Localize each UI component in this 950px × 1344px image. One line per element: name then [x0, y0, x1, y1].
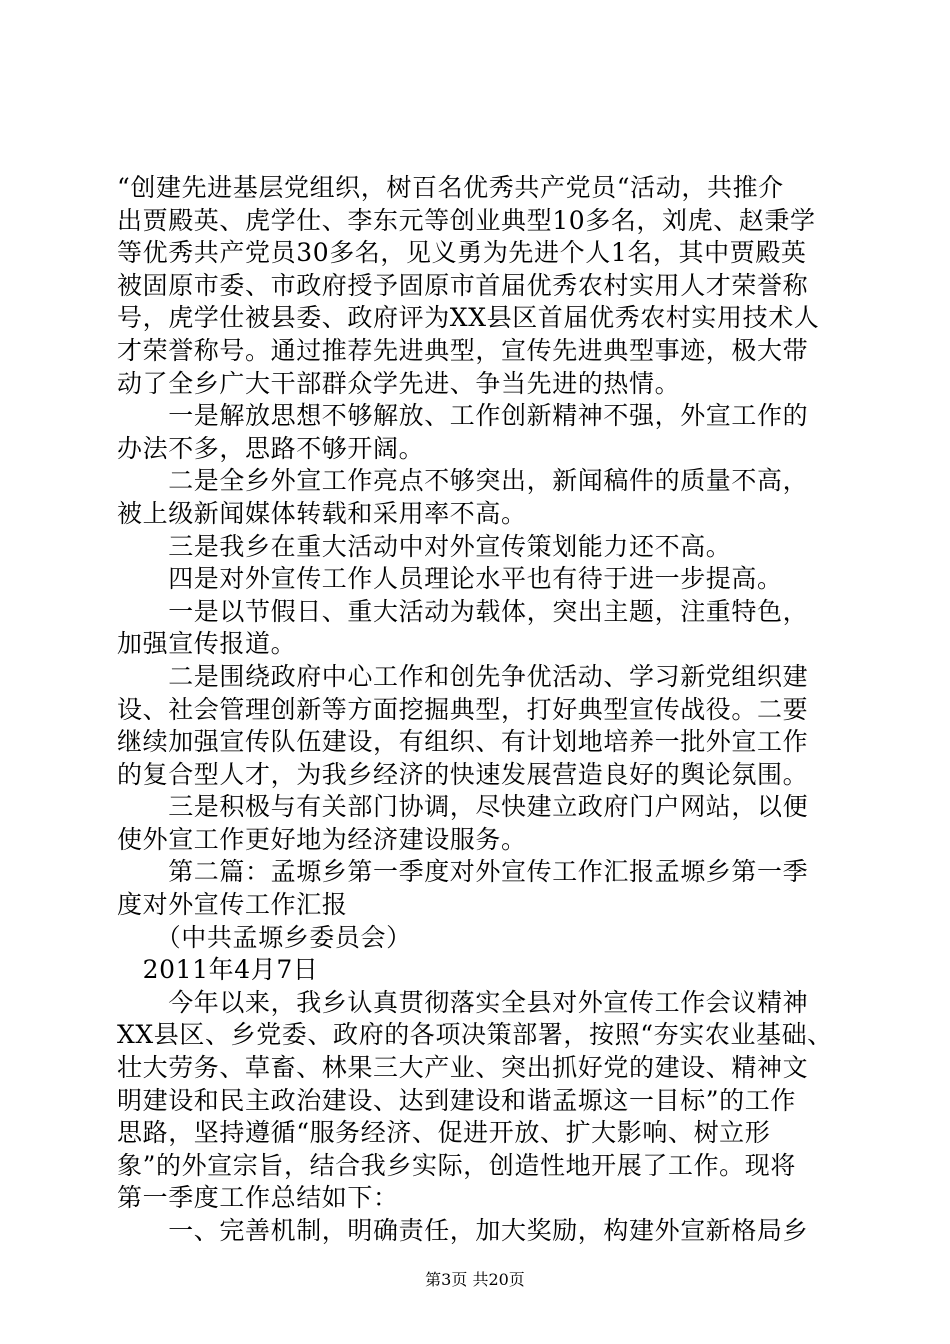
text-line: “创建先进基层党组织，树百名优秀共产党员“活动，共推介	[117, 173, 784, 202]
text-line: 一、完善机制，明确责任，加大奖励，构建外宣新格局乡	[117, 1216, 809, 1245]
text-line: 三是积极与有关部门协调，尽快建立政府门户网站，以便	[117, 792, 809, 822]
text-line: （中共孟塬乡委员会）	[117, 922, 412, 952]
document-body	[117, 172, 837, 1248]
text-line: 第一季度工作总结如下：	[117, 1183, 399, 1213]
text-line: 继续加强宣传队伍建设，有组织、有计划地培养一批外宣工作	[117, 727, 809, 757]
text-line: 设、社会管理创新等方面挖掘典型，打好典型宣传战役。二要	[117, 694, 809, 724]
text-line: 思路，坚持遵循“服务经济、促进开放、扩大影响、树立形	[117, 1118, 771, 1148]
text-line: 度对外宣传工作汇报	[117, 890, 348, 920]
text-line: 壮大劳务、草畜、林果三大产业、突出抓好党的建设、精神文	[117, 1053, 809, 1083]
text-line: 被固原市委、市政府授予固原市首届优秀农村实用人才荣誉称	[117, 270, 809, 300]
text-line: 二是全乡外宣工作亮点不够突出，新闻稿件的质量不高，	[117, 466, 809, 496]
text-line: 象”的外宣宗旨，结合我乡实际，创造性地开展了工作。现将	[117, 1150, 796, 1180]
text-line: 等优秀共产党员30多名，见义勇为先进个人1名，其中贾殿英	[117, 238, 807, 268]
text-line: 二是围绕政府中心工作和创先争优活动、学习新党组织建	[117, 661, 809, 691]
page-footer: 第3页 共20页	[425, 1270, 525, 1289]
text-line: 被上级新闻媒体转载和采用率不高。	[117, 498, 527, 528]
text-line: 明建设和民主政治建设、达到建设和谐孟塬这一目标”的工作	[117, 1085, 796, 1115]
text-line: 一是以节假日、重大活动为载体，突出主题，注重特色，	[117, 596, 809, 626]
text-line: 号，虎学仕被县委、政府评为XX县区首届优秀农村实用技术人	[117, 303, 820, 333]
text-line: 第二篇：孟塬乡第一季度对外宣传工作汇报孟塬乡第一季	[117, 857, 809, 887]
text-line: 今年以来，我乡认真贯彻落实全县对外宣传工作会议精神	[117, 987, 809, 1017]
text-line: 动了全乡广大干部群众学先进、争当先进的热情。	[117, 368, 681, 398]
text-line: 出贾殿英、虎学仕、李东元等创业典型10多名，刘虎、赵秉学	[117, 205, 816, 235]
text-line: 2011年4月7日	[117, 955, 319, 985]
text-line: 使外宣工作更好地为经济建设服务。	[117, 824, 527, 854]
text-line: 加强宣传报道。	[117, 629, 297, 659]
text-line: 办法不多，思路不够开阔。	[117, 433, 425, 463]
text-line: 才荣誉称号。通过推荐先进典型，宣传先进典型事迹，极大带	[117, 335, 809, 365]
text-line: 的复合型人才，为我乡经济的快速发展营造良好的舆论氛围。	[117, 759, 809, 789]
text-line: 三是我乡在重大活动中对外宣传策划能力还不高。	[117, 531, 732, 561]
text-line: 四是对外宣传工作人员理论水平也有待于进一步提高。	[117, 564, 783, 594]
text-line: 一是解放思想不够解放、工作创新精神不强，外宣工作的	[117, 401, 809, 431]
text-line: XX县区、乡党委、政府的各项决策部署，按照“夯实农业基础、	[117, 1020, 833, 1050]
